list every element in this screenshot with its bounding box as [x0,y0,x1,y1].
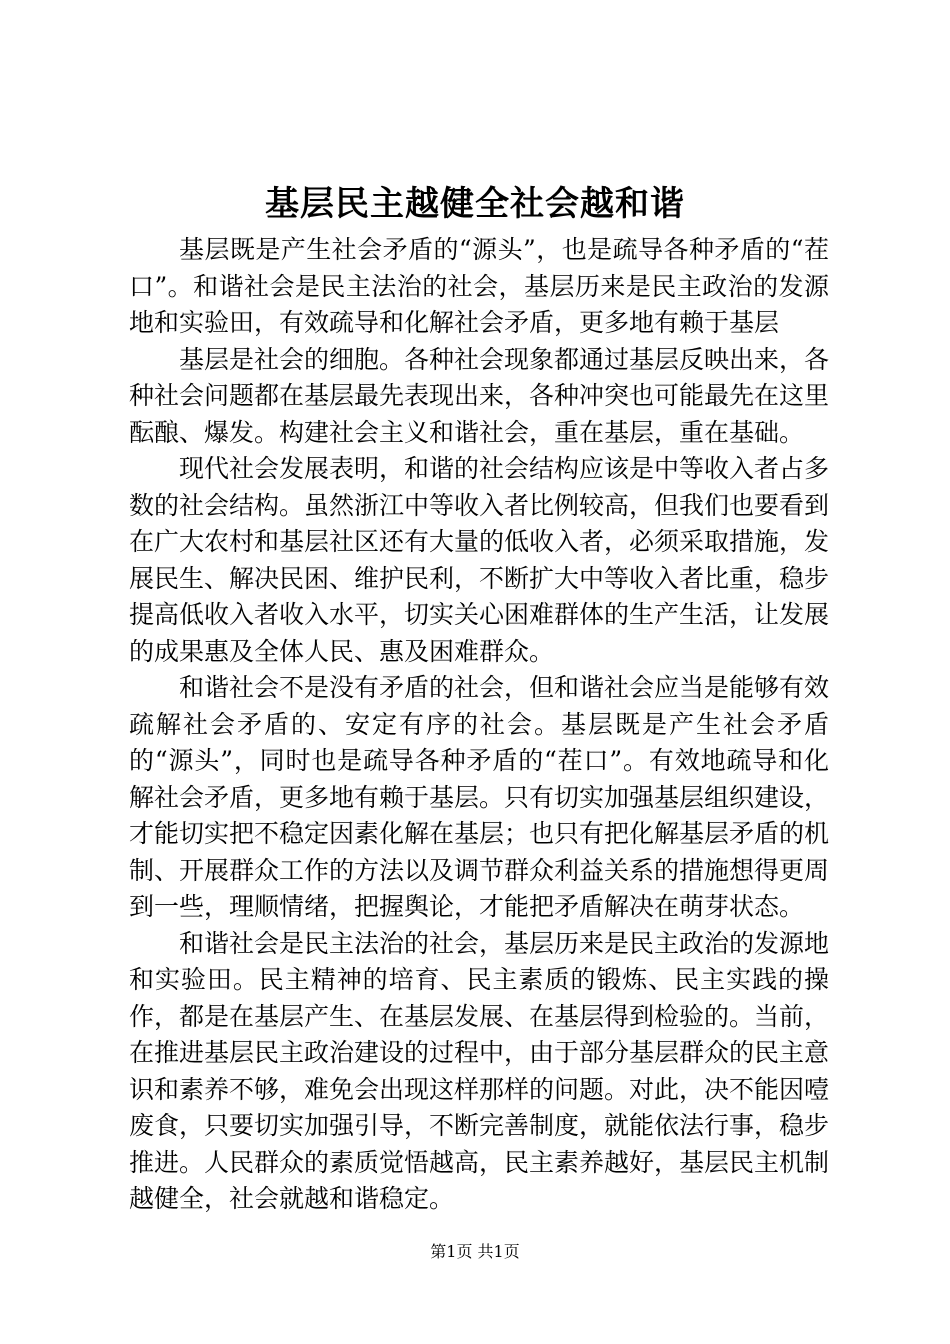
document-title: 基层民主越健全社会越和谐 [265,184,685,224]
paragraph-1: 基层既是产生社会矛盾的“源头”，也是疏导各种矛盾的“茬口”。和谐社会是民主法治的社会，基层历来是民主政治的发源地和实验田，有效疏导和化解社会矛盾，更多地有赖于基层 [129,235,829,337]
document-body [129,232,829,1218]
paragraph-3: 现代社会发展表明，和谐的社会结构应该是中等收入者占多数的社会结构。虽然浙江中等收入者比例较高，但我们也要看到在广大农村和基层社区还有大量的低收入者，必须采取措施，发展民生、解决民困、维护民利，不断扩大中等收入者比重，稳步提高低收入者收入水平，切实关心困难群体的生产生活，让发展的成果惠及全体人民、惠及困难群众。 [129,454,830,666]
paragraph-2: 基层是社会的细胞。各种社会现象都通过基层反映出来，各种社会问题都在基层最先表现出来，各种冲突也可能最先在这里酝酿、爆发。构建社会主义和谐社会，重在基层，重在基础。 [129,344,830,447]
paragraph-5: 和谐社会是民主法治的社会，基层历来是民主政治的发源地和实验田。民主精神的培育、民主素质的锻炼、民主实践的操作，都是在基层产生、在基层发展、在基层得到检验的。当前，在推进基层民主政治建设的过程中，由于部分基层群众的民主意识和素养不够，难免会出现这样那样的问题。对此，决不能因噎废食，只要切实加强引导，不断完善制度，就能依法行事，稳步推进。人民群众的素质觉悟越高，民主素养越好，基层民主机制越健全，社会就越和谐稳定。 [129,928,830,1213]
page-number-footer: 第1页 共1页 [430,1242,520,1261]
paragraph-4: 和谐社会不是没有矛盾的社会，但和谐社会应当是能够有效疏解社会矛盾的、安定有序的社会。基层既是产生社会矛盾的“源头”，同时也是疏导各种矛盾的“茬口”。有效地疏导和化解社会矛盾，更多地有赖于基层。只有切实加强基层组织建设，才能切实把不稳定因素化解在基层；也只有把化解基层矛盾的机制、开展群众工作的方法以及调节群众利益关系的措施想得更周到一些，理顺情绪，把握舆论，才能把矛盾解决在萌芽状态。 [129,673,830,921]
